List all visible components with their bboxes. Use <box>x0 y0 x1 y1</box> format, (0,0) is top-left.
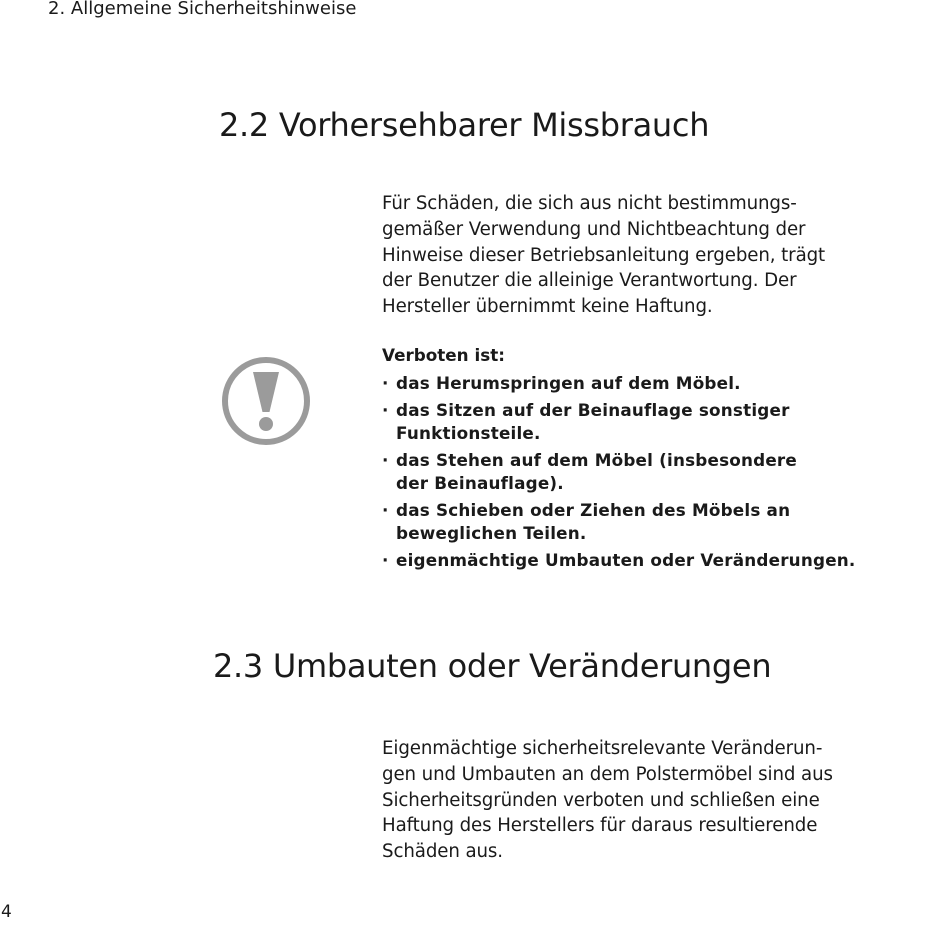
bullet: · <box>382 500 389 520</box>
page-number: 4 <box>1 902 12 922</box>
paragraph-line: Sicherheitsgründen verboten und schließen eine <box>382 789 820 811</box>
paragraph-line: Schäden aus. <box>382 841 503 863</box>
section-title-umbauten: 2.3 Umbauten oder Veränderungen <box>213 647 772 685</box>
paragraph-line: Hersteller übernimmt keine Haftung. <box>382 296 713 318</box>
list-item-line: beweglichen Teilen. <box>396 523 587 543</box>
list-item <box>382 549 856 572</box>
paragraph-line: Für Schäden, die sich aus nicht bestimmungs- <box>382 193 797 214</box>
exclamation-warning-icon <box>220 355 312 447</box>
prohibited-label: Verboten ist: <box>382 345 505 365</box>
list-item <box>382 449 856 495</box>
paragraph-umbauten <box>382 736 833 865</box>
list-item-line: das Herumspringen auf dem Möbel. <box>396 373 741 393</box>
bullet: · <box>382 373 389 393</box>
bullet: · <box>382 400 389 420</box>
paragraph-line: Haftung des Herstellers für daraus resultierende <box>382 815 818 837</box>
list-item <box>382 372 856 395</box>
paragraph-line: gemäßer Verwendung und Nichtbeachtung der <box>382 218 806 240</box>
list-item-line: das Sitzen auf der Beinauflage sonstiger <box>396 400 790 420</box>
section-title-vorhersehbarer-missbrauch: 2.2 Vorhersehbarer Missbrauch <box>219 106 710 144</box>
prohibited-list <box>382 372 856 576</box>
list-item-line: Funktionsteile. <box>396 423 541 443</box>
list-item <box>382 499 856 545</box>
list-item-line: eigenmächtige Umbauten oder Veränderungen. <box>396 550 856 570</box>
paragraph-line: Hinweise dieser Betriebsanleitung ergeben, trägt <box>382 244 826 266</box>
bullet: · <box>382 550 389 570</box>
list-item-line: das Schieben oder Ziehen des Möbels an <box>396 500 791 520</box>
paragraph-line: gen und Umbauten an dem Polstermöbel sind aus <box>382 763 833 785</box>
paragraph-missbrauch <box>382 191 825 320</box>
paragraph-line: Eigenmächtige sicherheitsrelevante Veränderun- <box>382 738 823 759</box>
paragraph-line: der Benutzer die alleinige Verantwortung. Der <box>382 270 797 292</box>
list-item <box>382 399 856 445</box>
bullet: · <box>382 450 389 470</box>
list-item-line: das Stehen auf dem Möbel (insbesondere <box>396 450 797 470</box>
list-item-line: der Beinauflage). <box>396 473 564 493</box>
running-header: 2. Allgemeine Sicherheitshinweise <box>48 0 357 19</box>
